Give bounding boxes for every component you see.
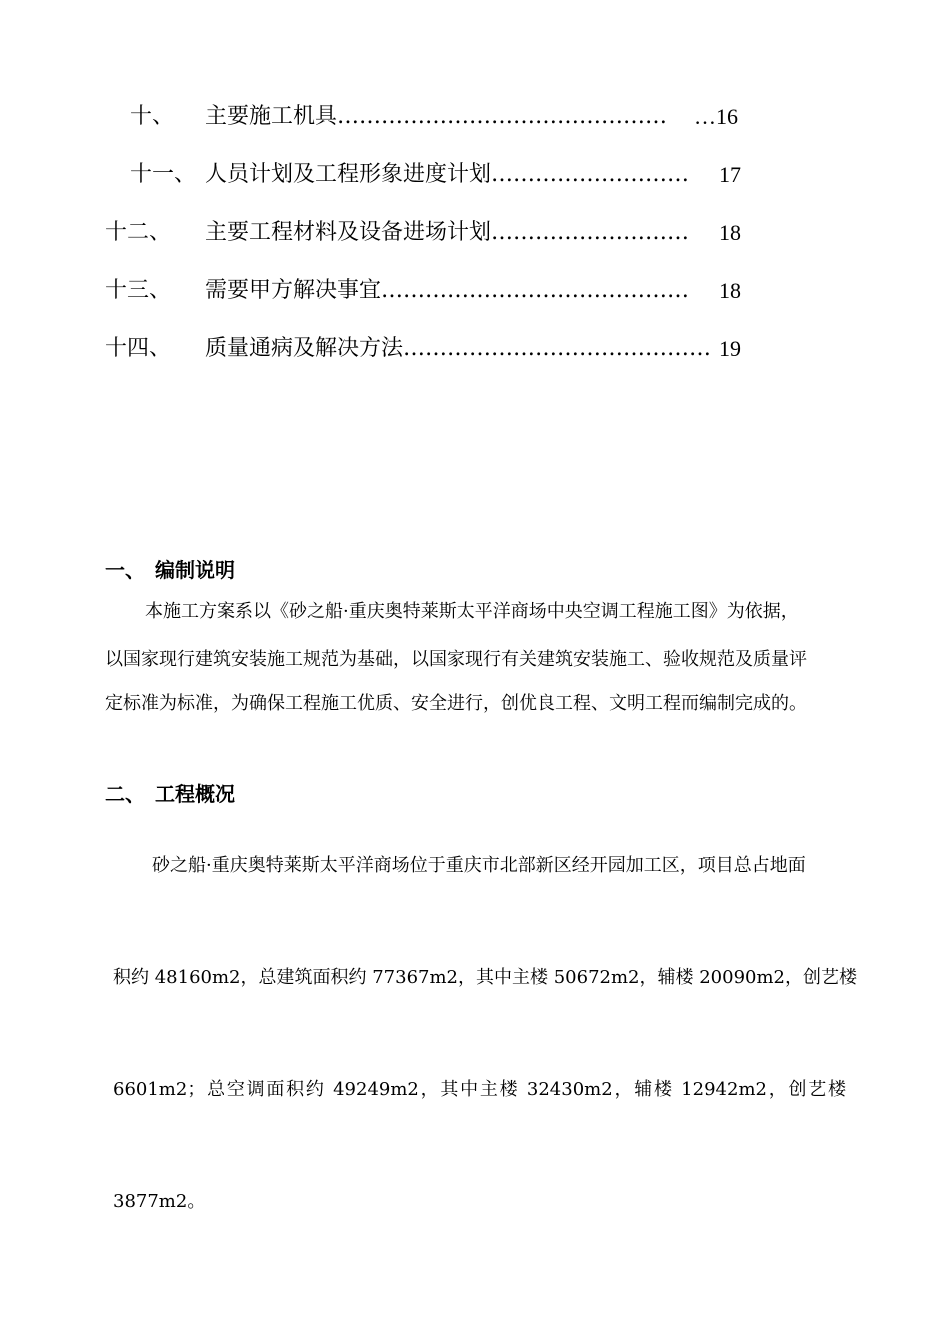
toc-leader-dots: …………………………………… bbox=[381, 278, 690, 303]
section-title: 工程概况 bbox=[155, 782, 235, 806]
section-heading-compilation-notes bbox=[105, 556, 235, 584]
section-number: 一、 bbox=[105, 558, 145, 582]
toc-entry-13[interactable] bbox=[0, 274, 950, 308]
toc-leader-dots: …………………………………… bbox=[403, 336, 712, 361]
section-heading-project-overview bbox=[105, 780, 235, 808]
toc-entry-14[interactable] bbox=[0, 332, 950, 366]
paragraph-line: 定标准为标准，为确保工程施工优质、安全进行，创优良工程、文明工程而编制完成的。 bbox=[105, 693, 807, 714]
toc-leader-dots: ……………………………………… bbox=[337, 104, 668, 129]
toc-number: 十二、 bbox=[105, 220, 172, 245]
toc-number: 十一、 bbox=[130, 162, 197, 187]
toc-entry-11[interactable] bbox=[0, 158, 950, 192]
section-number: 二、 bbox=[105, 782, 145, 806]
toc-leader-dots: ……………………… bbox=[491, 220, 690, 245]
paragraph-line: 砂之船·重庆奥特莱斯太平洋商场位于重庆市北部新区经开园加工区，项目总占地面 bbox=[152, 855, 806, 876]
paragraph-line: 6601m2；总空调面积约 49249m2，其中主楼 32430m2，辅楼 12942m2，创艺楼 bbox=[113, 1079, 846, 1100]
paragraph-line: 以国家现行建筑安装施工规范为基础，以国家现行有关建筑安装施工、验收规范及质量评 bbox=[105, 649, 807, 670]
toc-leader-dots: ……………………… bbox=[491, 162, 690, 187]
toc-page-number: 18 bbox=[719, 278, 741, 303]
toc-title: 质量通病及解决方法…………………………………… bbox=[205, 336, 712, 361]
toc-entry-10[interactable] bbox=[0, 100, 950, 134]
paragraph-line: 3877m2。 bbox=[113, 1191, 206, 1212]
section-title: 编制说明 bbox=[155, 558, 235, 582]
paragraph-line: 本施工方案系以《砂之船·重庆奥特莱斯太平洋商场中央空调工程施工图》为依据， bbox=[145, 601, 799, 622]
toc-number: 十四、 bbox=[105, 336, 172, 361]
toc-title: 主要施工机具……………………………………… bbox=[205, 104, 668, 129]
toc-page-number: 18 bbox=[719, 220, 741, 245]
toc-number: 十、 bbox=[130, 104, 175, 129]
toc-page-number: …16 bbox=[694, 104, 738, 129]
toc-number: 十三、 bbox=[105, 278, 172, 303]
toc-title: 需要甲方解决事宜…………………………………… bbox=[205, 278, 690, 303]
paragraph-line: 积约 48160m2，总建筑面积约 77367m2，其中主楼 50672m2，辅楼 20090m2，创艺楼 bbox=[113, 967, 858, 988]
toc-title: 人员计划及工程形象进度计划……………………… bbox=[205, 162, 690, 187]
toc-page-number: 17 bbox=[719, 162, 741, 187]
toc-entry-12[interactable] bbox=[0, 216, 950, 250]
toc-page-number: 19 bbox=[719, 336, 741, 361]
toc-title: 主要工程材料及设备进场计划……………………… bbox=[205, 220, 690, 245]
